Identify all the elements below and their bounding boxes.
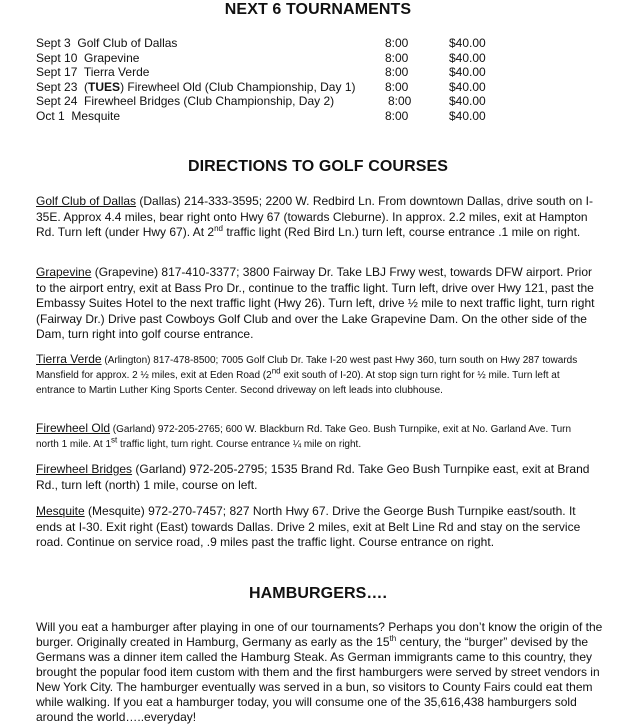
event-name: Golf Club of Dallas	[77, 36, 178, 50]
event-date: Sept 23	[36, 79, 78, 94]
event-day-emphasis: TUES	[88, 79, 121, 94]
tee-time: 8:00	[385, 50, 409, 65]
event-cell	[36, 94, 385, 109]
table-row	[36, 65, 509, 80]
event-name: Tierra Verde	[83, 65, 150, 79]
course-directions-firewheel-bridges	[36, 462, 596, 493]
event-cell	[36, 65, 385, 80]
tee-time: 8:00	[385, 65, 409, 79]
event-date: Oct 1	[36, 108, 65, 123]
course-directions-text-cont: traffic light (Red Bird Ln.) turn left, course entrance .1 mile on right.	[222, 225, 581, 239]
table-row	[36, 80, 509, 95]
tee-time: 8:00	[385, 108, 409, 123]
event-cell	[36, 36, 385, 51]
course-directions-text: 817-410-3377; 3800 Fairway Dr. Take LBJ Frwy west, towards DFW airport. Prior to the airport entry, exit at Bass Pro Dr., continue to the traffic light. Turn left, drive over Hwy 121, past the Embassy Suites Hotel to the next traffic light (Hwy 26). Turn left, drive ½ mile to next traffic light, turn right (Fairway Dr.) Drive past Cowboys Golf Club and over the Lake Grapevine Dam. On the other side of the Dam, turn right into golf course entrance.	[36, 265, 595, 341]
entry-fee: $40.00	[449, 50, 486, 65]
course-directions-text-cont: exit south of I-20). At stop sign turn right for ½ mile. Turn left at entrance to Martin Luther King Sports Center. Second driveway on left leads into clubhouse.	[36, 370, 560, 396]
course-directions-text: 972-205-2795; 1535 Brand Rd. Take Geo Bush Turnpike east, exit at Brand Rd., turn left (north) 1 mile, course on left.	[36, 462, 590, 492]
directions-heading: DIRECTIONS TO GOLF COURSES	[187, 158, 449, 175]
event-date: Sept 17	[36, 65, 78, 79]
course-directions-text-cont: traffic light, turn right. Course entrance ¼ mile on right.	[117, 439, 362, 450]
event-name: Grapevine	[84, 50, 140, 65]
hamburgers-heading: HAMBURGERS….	[248, 585, 388, 602]
hamburgers-text-cont: century, the “burger” devised by the Germans was a dinner item called the Hamburg Steak. As German immigrants came to this country, they brought the popular food item custom with them and the first hamburgers were served by street vendors in New York City. The hamburger eventually was served in a bun, so visitors to County Fairs could eat them while walking. If you eat a hamburger today, you will consume one of the 35,616,438 hamburgers sold around the world…..everyday!	[36, 635, 600, 724]
course-directions-mesquite	[36, 504, 596, 551]
event-cell	[36, 51, 385, 66]
event-date: Sept 24	[36, 94, 78, 108]
ordinal-suffix: th	[389, 634, 397, 643]
tee-time: 8:00	[385, 79, 409, 94]
tournaments-heading: NEXT 6 TOURNAMENTS	[224, 1, 412, 18]
entry-fee: $40.00	[449, 108, 486, 123]
course-city: (Arlington)	[101, 355, 151, 366]
hamburgers-paragraph	[36, 620, 604, 725]
event-cell	[36, 109, 385, 124]
course-name: Mesquite	[36, 504, 85, 518]
ordinal-suffix: st	[111, 435, 118, 445]
table-row	[36, 51, 509, 66]
table-row	[36, 36, 509, 51]
course-city: (Grapevine)	[91, 265, 159, 279]
event-date: Sept 3	[36, 36, 71, 50]
entry-fee: $40.00	[449, 94, 486, 108]
tee-time: 8:00	[385, 36, 409, 50]
event-date: Sept 10	[36, 50, 78, 65]
course-city: (Garland)	[110, 424, 156, 435]
course-name: Tierra Verde	[36, 352, 102, 366]
ordinal-suffix: nd	[271, 366, 281, 376]
entry-fee: $40.00	[449, 36, 486, 50]
event-name: Firewheel Bridges (Club Championship, Day 2)	[84, 94, 335, 108]
tournament-schedule-table	[36, 36, 509, 123]
course-name: Golf Club of Dallas	[36, 194, 137, 208]
ordinal-suffix: nd	[214, 224, 223, 233]
course-directions-golf-club-of-dallas	[36, 194, 596, 241]
tee-time: 8:00	[388, 94, 412, 108]
table-row	[36, 94, 509, 109]
course-city: (Mesquite)	[84, 504, 145, 518]
course-name: Grapevine	[36, 265, 92, 279]
hamburgers-text: Will you eat a hamburger after playing in one of our tournaments? Perhaps you don’t know the origin of the burger. Originally created in Hamburg, Germany as early as the 15	[36, 620, 603, 649]
course-directions-text: 972-270-7457; 827 North Hwy 67. Drive the George Bush Turnpike east/south. It ends at I-30. Exit right (East) towards Dallas. Drive 2 miles, exit at Belt Line Rd and stay on the service road. Continue on service road, .9 miles past the traffic light. Course entrance on right.	[36, 504, 581, 549]
entry-fee: $40.00	[449, 65, 486, 79]
course-directions-grapevine	[36, 265, 596, 343]
course-directions-text: 972-205-2765; 600 W. Blackburn Rd. Take Geo. Bush Turnpike, exit at No. Garland Ave. Turn north 1 mile. At 1	[36, 424, 572, 450]
course-city: (Dallas)	[136, 194, 181, 208]
entry-fee: $40.00	[449, 79, 486, 94]
event-name: Mesquite	[71, 108, 121, 123]
course-directions-text: 817-478-8500; 7005 Golf Club Dr. Take I-20 west past Hwy 360, turn south on Hwy 287 towards Mansfield for approx. 2 ½ miles, exit at Eden Road (2	[36, 355, 578, 381]
course-directions-firewheel-old	[36, 421, 596, 452]
event-name-prefix: (	[84, 79, 89, 94]
course-name: Firewheel Old	[36, 421, 111, 435]
course-name: Firewheel Bridges	[36, 462, 133, 476]
event-name: ) Firewheel Old (Club Championship, Day 1)	[120, 79, 356, 94]
course-directions-tierra-verde	[36, 352, 596, 398]
course-city: (Garland)	[132, 462, 187, 476]
course-directions-text: 214-333-3595; 2200 W. Redbird Ln. From downtown Dallas, drive south on I-35E. Approx 4.4 miles, bear right onto Hwy 67 (towards Cleburne). In approx. 2.2 miles, exit at Hampton Rd. Turn left (under Hwy 67). At 2	[36, 194, 593, 239]
table-row	[36, 109, 509, 124]
event-cell	[36, 80, 385, 95]
